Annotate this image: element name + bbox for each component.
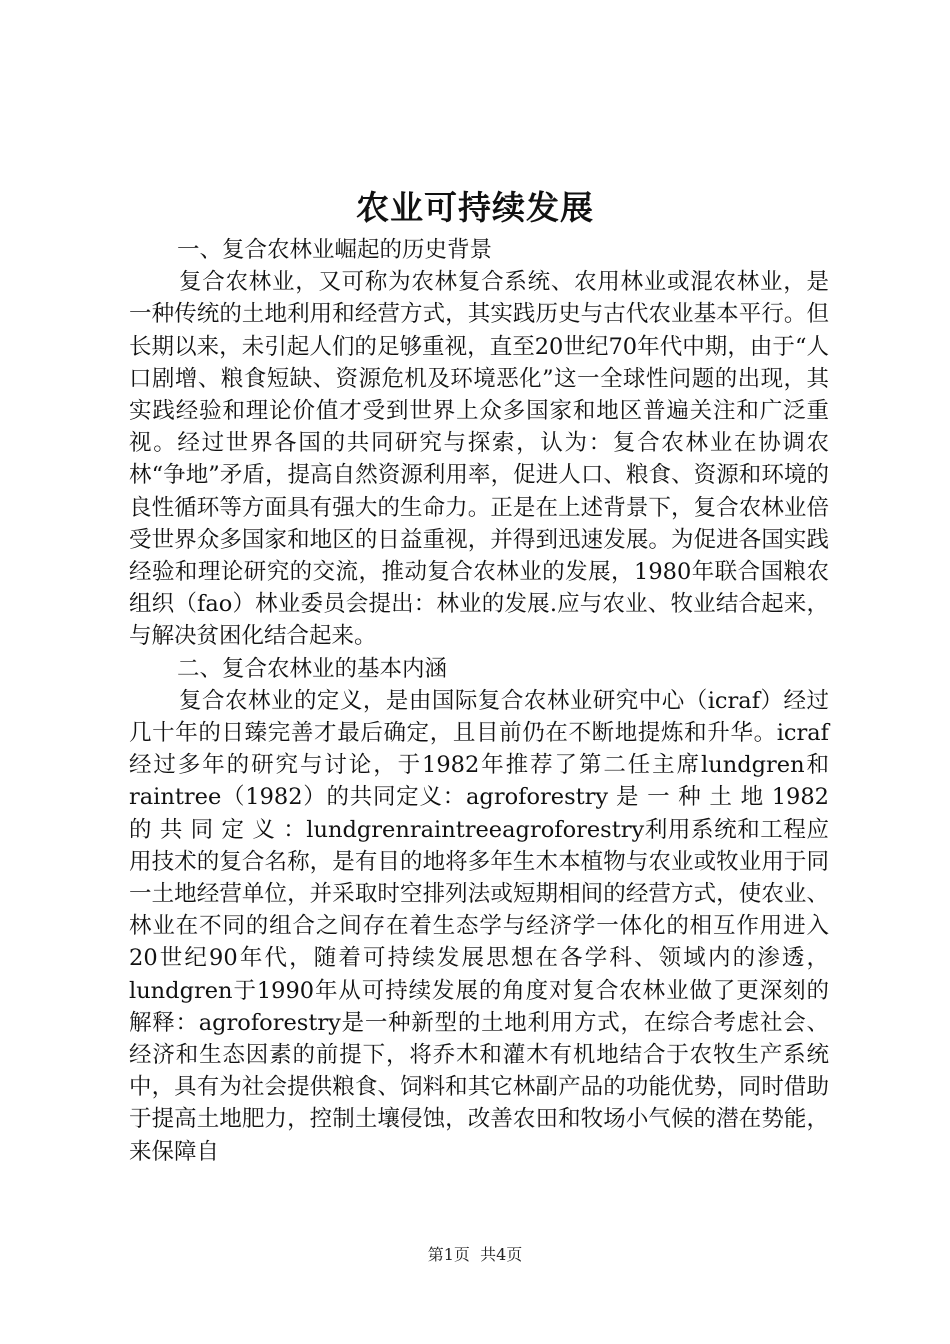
page-number: 第1页: [427, 1245, 470, 1264]
section-paragraph: 复合农林业的定义，是由国际复合农林业研究中心（icraf）经过几十年的日臻完善才最后确定，且目前仍在不断地提炼和升华。icraf经过多年的研究与讨论，于1982年推荐了第二任主席lundgren和raintree（1982）的共同定义：agroforestry 是 一 种 土 地 1982 的 共 同 定 义 ：lundgrenraintreeagroforestry利用系统和工程应用技术的复合名称，是有目的地将多年生木本植物与农业或牧业用于同一土地经营单位，并采取时空排列法或短期相间的经营方式，使农业、林业在不同的组合之间存在着生态学与经济学一体化的相互作用进入20世纪90年代，随着可持续发展思想在各学科、领域内的渗透，lundgren于1990年从可持续发展的角度对复合农林业做了更深刻的解释：agroforestry是一种新型的土地利用方式，在综合考虑社会、经济和生态因素的前提下，将乔木和灌木有机地结合于农牧生产系统中，具有为社会提供粮食、饲料和其它林副产品的功能优势，同时借助于提高土地肥力，控制土壤侵蚀，改善农田和牧场小气候的潜在势能，来保障自: [129, 687, 829, 1165]
document-title: 农业可持续发展: [356, 188, 594, 227]
page-footer: [0, 1244, 950, 1266]
section-paragraph: 复合农林业，又可称为农林复合系统、农用林业或混农林业，是一种传统的土地利用和经营方式，其实践历史与古代农业基本平行。但长期以来，未引起人们的足够重视，直至20世纪70年代中期，由于“人口剧增、粮食短缺、资源危机及环境恶化”这一全球性问题的出现，其实践经验和理论价值才受到世界上众多国家和地区普遍关注和广泛重视。经过世界各国的共同研究与探索，认为：复合农林业在协调农林“争地”矛盾，提高自然资源利用率，促进人口、粮食、资源和环境的良性循环等方面具有强大的生命力。正是在上述背景下，复合农林业倍受世界众多国家和地区的日益重视，并得到迅速发展。为促进各国实践经验和理论研究的交流，推动复合农林业的发展，1980年联合国粮农组织（fao）林业委员会提出：林业的发展.应与农业、牧业结合起来，与解决贫困化结合起来。: [129, 269, 829, 650]
page-total: 共4页: [480, 1245, 523, 1264]
section-heading: 一、复合农林业崛起的历史背景: [177, 237, 493, 263]
section-heading: 二、复合农林业的基本内涵: [177, 655, 448, 682]
document-body: [129, 234, 829, 1168]
